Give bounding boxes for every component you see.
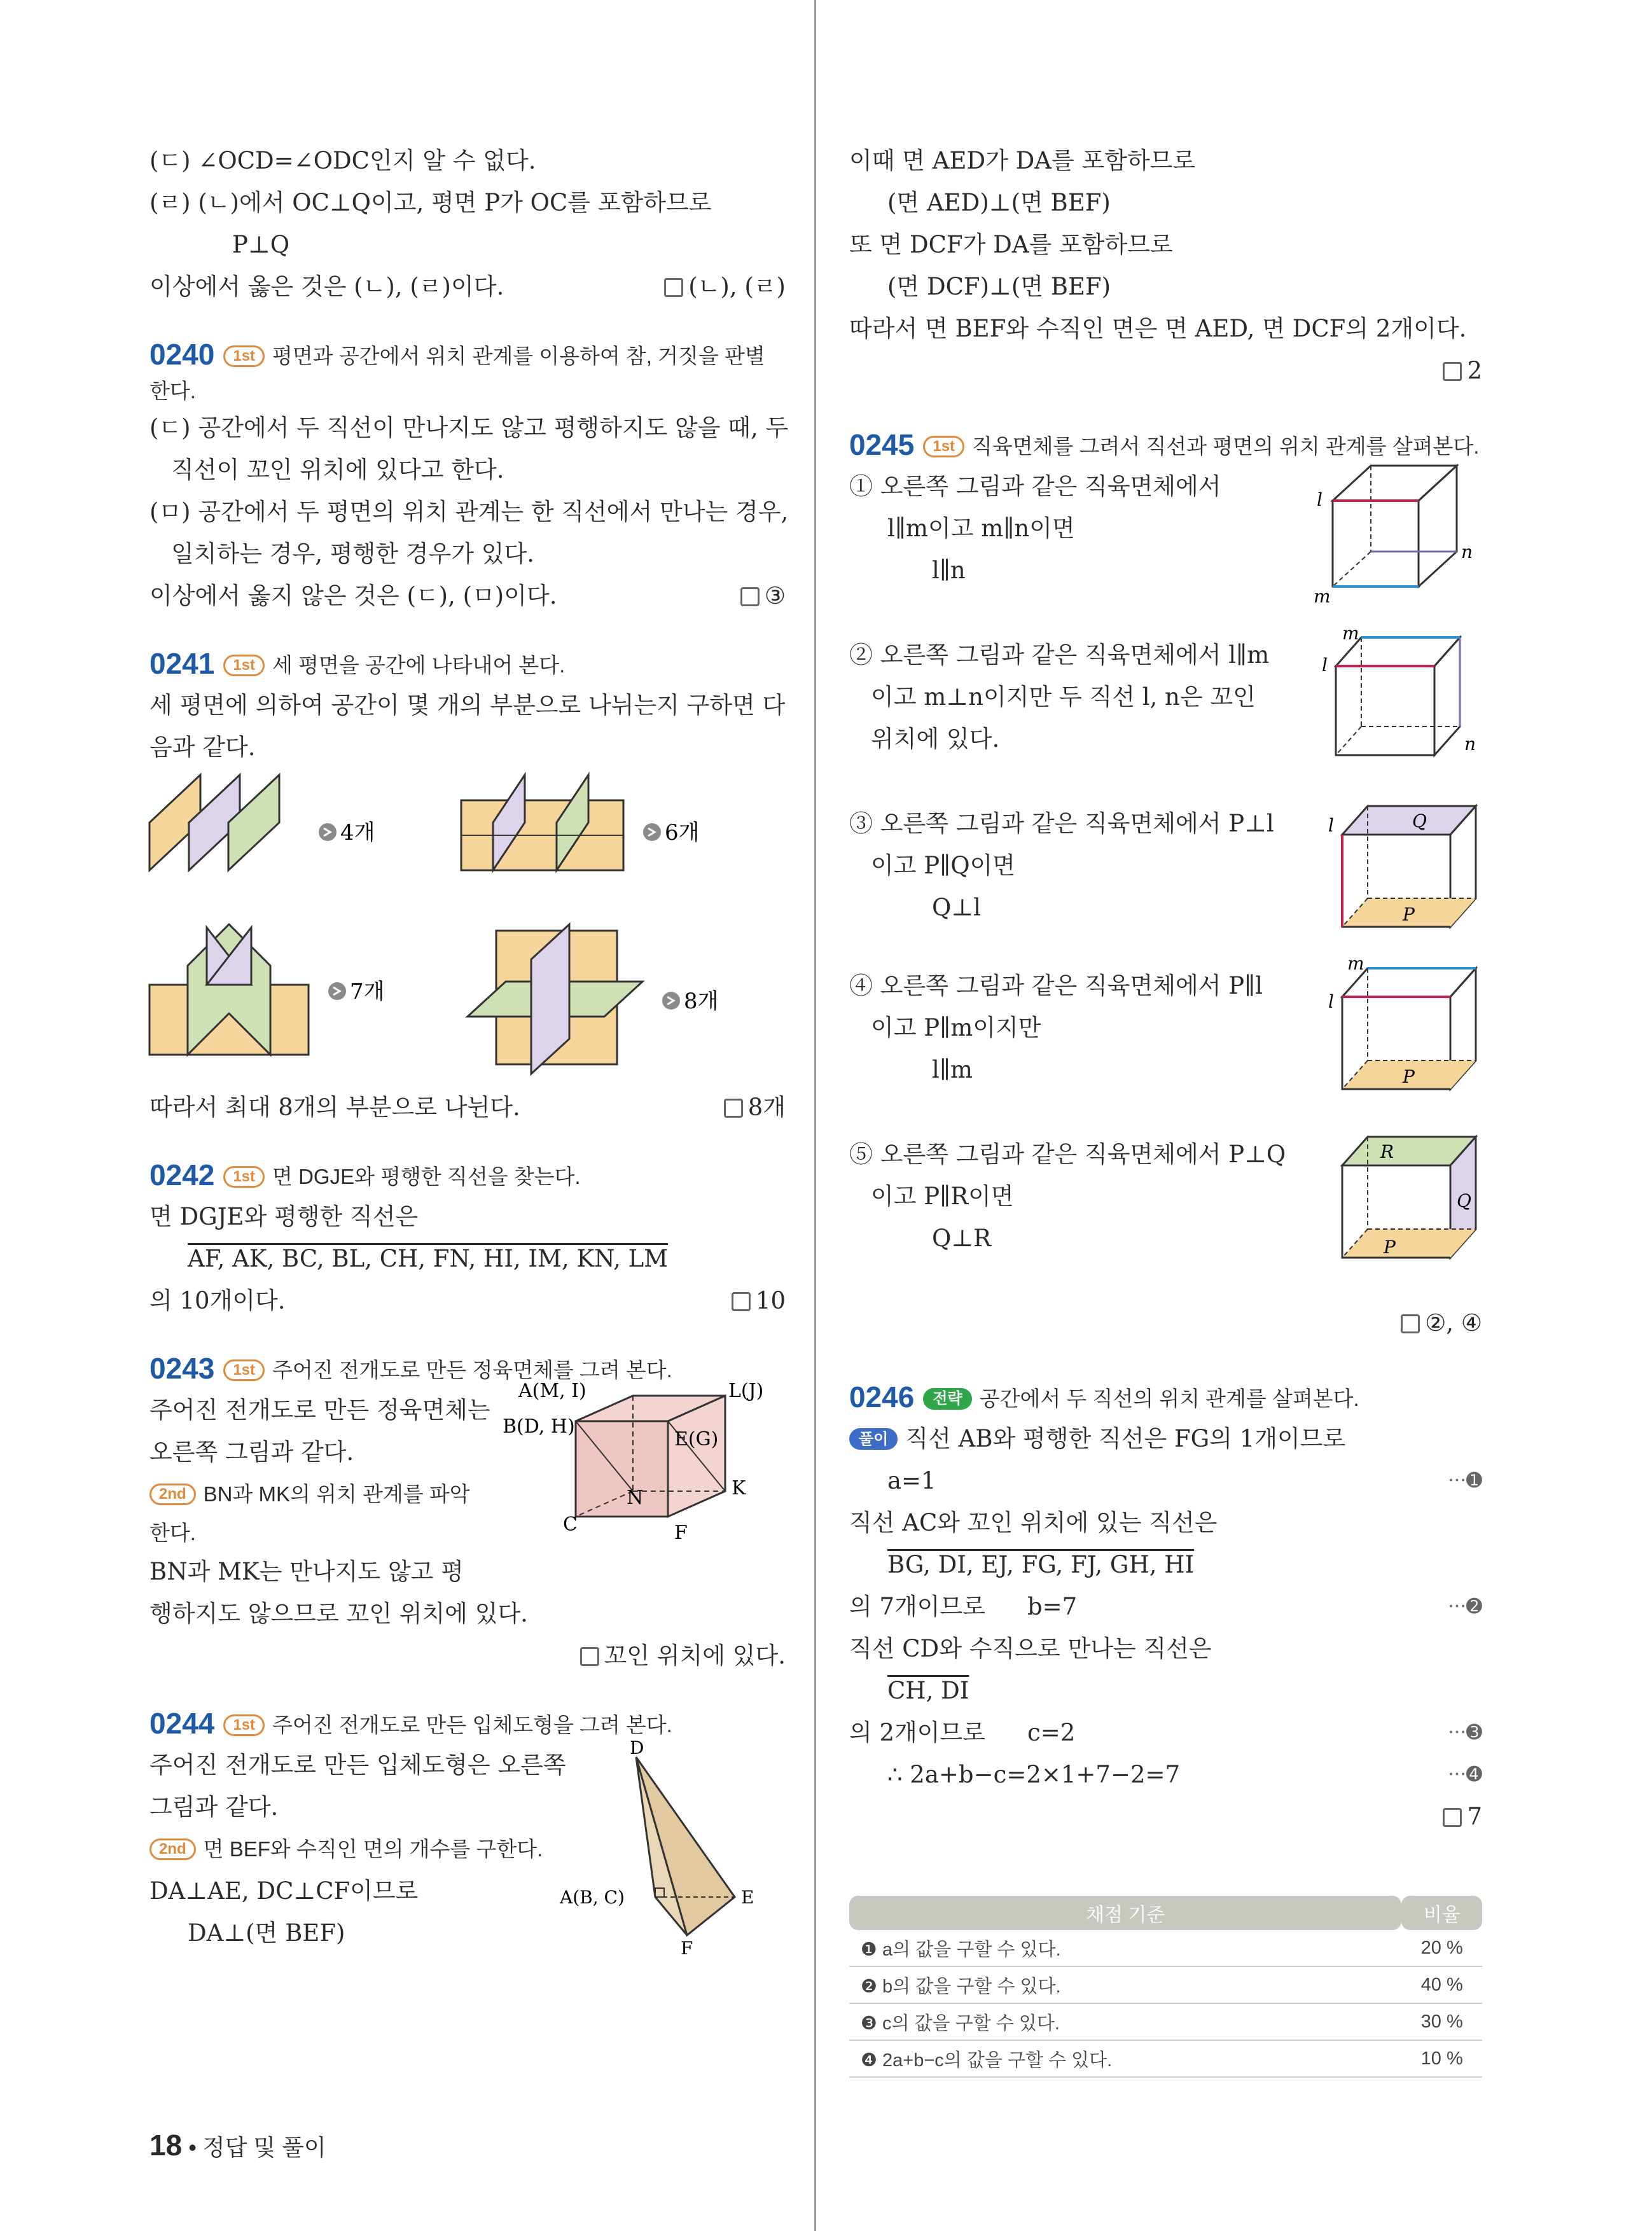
eight-parts-figure: [468, 924, 642, 1074]
problem-body-0244: [149, 1737, 786, 1959]
text-line: 이상에서 옳지 않은 것은 (ㄷ), (ㅁ)이다. ③: [149, 575, 786, 617]
problem-number: 0243: [149, 1352, 215, 1385]
text-line: 이고 P∥Q이면: [871, 852, 1016, 879]
text-line: Q⊥R: [932, 1225, 991, 1252]
text-line: 오른쪽 그림과 같다.: [149, 1438, 354, 1466]
text-line: ⑤ 오른쪽 그림과 같은 직육면체에서 P⊥Q: [849, 1141, 1286, 1168]
vertex-label: D: [630, 1737, 644, 1758]
answer: 10: [732, 1280, 786, 1322]
problem-header-0240: [149, 333, 786, 375]
tetrahedron-diagram: [560, 1737, 789, 1961]
answer-icon: [1401, 1314, 1420, 1333]
answer-icon: [580, 1647, 599, 1666]
vertex-label: K: [732, 1477, 746, 1499]
footer-text: • 정답 및 풀이: [188, 2134, 326, 2160]
level-tag: 1st: [223, 1166, 265, 1188]
answer: ③: [740, 575, 786, 617]
answer: (ㄴ), (ㄹ): [664, 266, 786, 308]
text-line: 그림과 같다.: [149, 1793, 279, 1821]
six-parts-figure: [461, 775, 623, 870]
answer-icon: [1443, 362, 1462, 381]
answer: 2: [1443, 350, 1482, 392]
table-row: ❸ c의 값을 구할 수 있다. 30 %: [849, 2003, 1482, 2040]
level-tag: 2nd: [149, 1484, 196, 1505]
right-column: [849, 140, 1482, 2071]
text-line: Q⊥l: [932, 894, 981, 921]
text-line: 이고 P∥m이지만: [871, 1014, 1041, 1041]
text-line: (ㅁ) 공간에서 두 평면의 위치 관계는 한 직선에서 만나는 경우,: [149, 498, 789, 525]
text-line: [849, 1302, 1482, 1344]
problem-number: 0246: [849, 1380, 915, 1414]
line-label: l: [1328, 815, 1334, 836]
text-line: l∥n: [932, 557, 966, 584]
text-line: l∥m이고 m∥n이면: [887, 515, 1075, 542]
scoring-table: [849, 1896, 1482, 2078]
text-line: 음과 같다.: [149, 733, 256, 761]
strategy-tag: 전략: [923, 1388, 971, 1410]
step-marker: ···➌: [1448, 1721, 1482, 1744]
vertex-label: E(G): [674, 1428, 719, 1450]
line-label: n: [1464, 733, 1476, 754]
text-line: 이고 P∥R이면: [871, 1183, 1014, 1210]
count-label: 7개: [350, 979, 385, 1004]
left-column: [149, 140, 789, 1959]
plane-label: P: [1403, 904, 1415, 925]
text-line: 따라서 최대 8개의 부분으로 나뉜다. 8개: [149, 1087, 786, 1129]
answer: ②, ④: [1401, 1302, 1482, 1344]
text-line: [149, 266, 786, 308]
text-line: 이때 면 AED가 DA를 포함하므로: [849, 147, 1196, 174]
count-label: 8개: [684, 989, 719, 1014]
table-row: ❶ a의 값을 구할 수 있다. 20 %: [849, 1930, 1482, 1966]
arrow-icon: [319, 823, 337, 841]
cuboid-1: [1314, 462, 1479, 609]
problem-number: 0242: [149, 1158, 215, 1192]
line-list: BG, DI, EJ, FG, FJ, GH, HI: [887, 1551, 1195, 1578]
problem-header-0246: [849, 1376, 1482, 1418]
text-line: ③ 오른쪽 그림과 같은 직육면체에서 P⊥l: [849, 810, 1274, 837]
level-tag: 1st: [223, 1359, 265, 1381]
problem-body-0243: [149, 1380, 786, 1677]
answer-icon: [1443, 1808, 1462, 1827]
text-line: ④ 오른쪽 그림과 같은 직육면체에서 P∥l: [849, 972, 1263, 999]
text-line: [849, 1796, 1482, 1838]
cube-diagram: [503, 1380, 786, 1574]
vertex-label: A(B, C): [560, 1887, 625, 1908]
text-line: 의 2개이므로 c=2 ···➌: [849, 1712, 1482, 1754]
vertex-label: E: [741, 1887, 754, 1908]
step-marker: ···➍: [1448, 1763, 1482, 1786]
text-line: 직선이 꼬인 위치에 있다고 한다.: [171, 456, 504, 483]
text-line: [149, 1635, 786, 1677]
seven-parts-figure: [149, 924, 309, 1055]
problem-hint: 공간에서 두 직선의 위치 관계를 살펴본다.: [979, 1387, 1359, 1410]
answer: 7: [1443, 1796, 1482, 1838]
table-header: 비율: [1401, 1896, 1482, 1930]
text-line: 위치에 있다.: [871, 725, 1000, 753]
text-line: 세 평면에 의하여 공간이 몇 개의 부분으로 나뉘는지 구하면 다: [149, 692, 786, 719]
problem-header-0245: [849, 424, 1482, 466]
text-line: 일치하는 경우, 평행한 경우가 있다.: [171, 540, 534, 567]
cuboid-2: [1317, 623, 1482, 774]
step-marker: ···➋: [1448, 1595, 1482, 1618]
table-row: ❹ 2a+b−c의 값을 구할 수 있다. 10 %: [849, 2040, 1482, 2077]
level-tag: 2nd: [149, 1838, 196, 1860]
line-label: m: [1342, 623, 1359, 644]
hint-line: 한다.: [149, 1521, 196, 1545]
solution-tag: 풀이: [849, 1428, 898, 1450]
table-header: 채점 기준: [849, 1896, 1401, 1930]
item-2: [849, 623, 1482, 803]
line-list: CH, DI: [887, 1677, 969, 1704]
cuboid-4: [1323, 953, 1482, 1102]
answer-icon: [664, 278, 683, 297]
count-label: 4개: [340, 820, 375, 845]
cuboid-3: [1323, 796, 1482, 943]
text-line: ① 오른쪽 그림과 같은 직육면체에서: [849, 473, 1221, 500]
arrow-icon: [328, 982, 346, 1000]
hint-line: 2nd 면 BEF와 수직인 면의 개수를 구한다.: [149, 1828, 786, 1870]
answer: 8개: [724, 1087, 786, 1129]
line-label: m: [1347, 953, 1364, 974]
conclusion: 이상에서 옳은 것은 (ㄴ), (ㄹ)이다.: [149, 273, 504, 300]
text-line: 주어진 전개도로 만든 정육면체는: [149, 1396, 490, 1424]
problem-number: 0244: [149, 1707, 215, 1740]
problem-hint: 평면과 공간에서 위치 관계를 이용하여 참, 거짓을 판별: [272, 344, 765, 368]
answer: 꼬인 위치에 있다.: [580, 1635, 786, 1677]
line-label: l: [1322, 655, 1328, 676]
problem-hint: 세 평면을 공간에 나타내어 본다.: [272, 653, 566, 677]
text-line: 면 DGJE와 평행한 직선은: [149, 1203, 419, 1230]
vertex-label: B(D, H): [503, 1415, 575, 1438]
text-line: 직선 AC와 꼬인 위치에 있는 직선은: [849, 1509, 1218, 1536]
item-4: [849, 953, 1482, 1134]
text-line: [849, 350, 1482, 392]
parallel-planes-figure: [149, 775, 279, 870]
problem-number: 0245: [849, 428, 915, 461]
problem-hint: 주어진 전개도로 만든 정육면체를 그려 본다.: [272, 1358, 672, 1382]
plane-label: Q: [1457, 1190, 1471, 1211]
arrow-icon: [662, 992, 680, 1010]
line-label: n: [1461, 541, 1473, 562]
level-tag: 1st: [223, 345, 265, 367]
item-5: [849, 1134, 1482, 1302]
level-tag: 1st: [923, 436, 964, 457]
count-label: 6개: [665, 820, 700, 845]
text-line: (면 AED)⊥(면 BEF): [887, 189, 1111, 216]
hint-line: 2nd BN과 MK의 위치 관계를 파악: [149, 1473, 786, 1515]
problem-header-0242: [149, 1154, 786, 1196]
page-number: 18: [149, 2129, 183, 2162]
text-line: 행하지도 않으므로 꼬인 위치에 있다.: [149, 1600, 528, 1627]
text-line: (ㄷ) 공간에서 두 직선이 만나지도 않고 평행하지도 않을 때, 두: [149, 414, 789, 441]
text-line: 풀이 직선 AB와 평행한 직선은 FG의 1개이므로: [849, 1418, 1482, 1460]
planes-diagram: [149, 775, 786, 1080]
text-line: 이고 m⊥n이지만 두 직선 l, n은 꼬인: [871, 683, 1256, 711]
text-line: (ㄹ) (ㄴ)에서 OC⊥Q이고, 평면 P가 OC를 포함하므로: [149, 189, 712, 216]
text-line: l∥m: [932, 1056, 973, 1083]
item-3: [849, 803, 1482, 965]
answer-icon: [740, 587, 760, 606]
vertex-label: A(M, I): [518, 1380, 587, 1402]
text-line: 주어진 전개도로 만든 입체도형은 오른쪽: [149, 1751, 566, 1779]
text-line: a=1 ···➊: [849, 1460, 1482, 1502]
problem-header-0244: [149, 1702, 786, 1744]
level-tag: 1st: [223, 655, 265, 676]
text-line: 직선 CD와 수직으로 만나는 직선은: [849, 1635, 1212, 1662]
text-line: P⊥Q: [232, 231, 290, 258]
problem-hint: 직육면체를 그려서 직선과 평면의 위치 관계를 살펴본다.: [972, 434, 1480, 458]
text-line: 의 7개이므로 b=7 ···➋: [849, 1586, 1482, 1628]
text-line: 또 면 DCF가 DA를 포함하므로: [849, 231, 1173, 258]
item-1: [849, 466, 1482, 634]
text-line: (ㄷ) ∠OCD=∠ODC인지 알 수 없다.: [149, 147, 536, 174]
text-line: 따라서 면 BEF와 수직인 면은 면 AED, 면 DCF의 2개이다.: [849, 315, 1467, 342]
vertex-label: L(J): [728, 1380, 764, 1402]
page-footer: [149, 2128, 326, 2162]
line-label: l: [1328, 991, 1334, 1012]
column-divider: [814, 0, 816, 2231]
vertex-label: F: [681, 1938, 693, 1959]
plane-label: R: [1380, 1141, 1394, 1162]
arrow-icon: [643, 823, 661, 841]
answer-icon: [724, 1099, 743, 1118]
text-line: 의 10개이다. 10: [149, 1280, 786, 1322]
text-line: BN과 MK는 만나지도 않고 평: [149, 1558, 464, 1585]
vertex-label: C: [563, 1513, 578, 1536]
table-row: ❷ b의 값을 구할 수 있다. 40 %: [849, 1966, 1482, 2003]
problem-hint: 주어진 전개도로 만든 입체도형을 그려 본다.: [272, 1713, 672, 1737]
problem-number: 0240: [149, 338, 215, 371]
planes-figures: [149, 768, 786, 1087]
step-marker: ···➊: [1448, 1470, 1482, 1492]
text-line: ∴ 2a+b−c=2×1+7−2=7 ···➍: [849, 1754, 1482, 1796]
level-tag: 1st: [223, 1714, 265, 1736]
line-label: m: [1314, 586, 1331, 607]
plane-label: Q: [1412, 810, 1427, 831]
line-list: AF, AK, BC, BL, CH, FN, HI, IM, KN, LM: [188, 1245, 669, 1272]
text-line: ② 오른쪽 그림과 같은 직육면체에서 l∥m: [849, 641, 1270, 669]
cuboid-5: [1323, 1127, 1482, 1274]
text-line: (면 DCF)⊥(면 BEF): [887, 273, 1111, 300]
problem-number: 0241: [149, 647, 215, 680]
answer-icon: [732, 1292, 751, 1311]
plane-label: P: [1384, 1237, 1396, 1258]
line-label: l: [1317, 489, 1322, 510]
vertex-label: F: [674, 1522, 688, 1544]
vertex-label: N: [627, 1487, 644, 1509]
text-line: DA⊥(면 BEF): [188, 1919, 345, 1947]
plane-label: P: [1403, 1066, 1415, 1087]
problem-hint: 면 DGJE와 평행한 직선을 찾는다.: [272, 1165, 581, 1188]
problem-hint-cont: 한다.: [149, 379, 196, 403]
problem-header-0241: [149, 643, 786, 685]
text-line: DA⊥AE, DC⊥CF이므로: [149, 1877, 419, 1905]
